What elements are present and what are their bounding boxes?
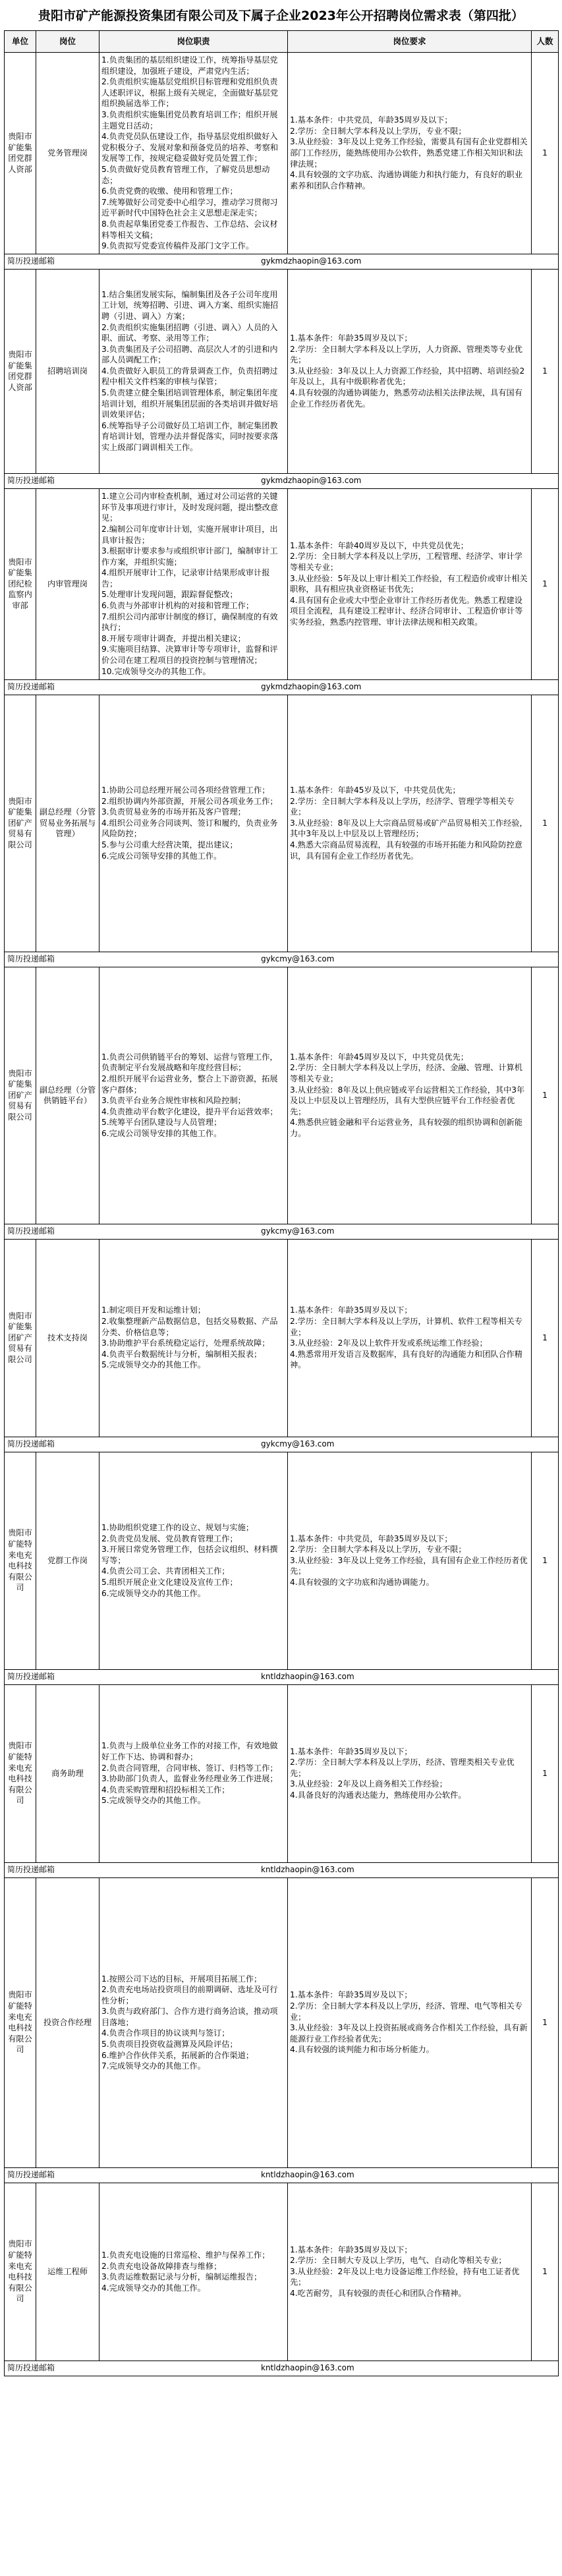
email-label: 简历投递邮箱 bbox=[7, 476, 55, 486]
requirement-line: 4.具有较强的文字功底、沟通协调能力和执行能力，有良好的职业素养和团队合作精神。 bbox=[290, 170, 522, 190]
requirements-cell bbox=[288, 695, 532, 952]
duty-line: 4.负责党员队伍建设工作，指导基层党组织做好入党积极分子、发展对象和预备党员的培养、考察和发展等工作，按规定稳妥做好党员处置工作； bbox=[101, 132, 279, 163]
email-address-link[interactable]: kntldzhaopin@163.com bbox=[261, 1865, 354, 1875]
email-address-link[interactable]: gykcmy@163.com bbox=[261, 1226, 335, 1236]
duty-line: 6.完成领导交办的其他工作。 bbox=[101, 1588, 206, 1598]
duty-line: 1.负责集团的基层组织建设工作，统筹指导基层党组织建设，加强班子建设，严肃党内生活； bbox=[101, 55, 278, 76]
requirements-cell bbox=[288, 967, 532, 1224]
position-cell: 副总经理（分管贸易业务拓展与管理） bbox=[36, 695, 99, 952]
requirement-line: 1.基本条件：年龄35周岁及以下； bbox=[290, 1990, 412, 2000]
requirement-line: 3.从业经验：5年及以上审计相关工作经验，有工程造价或审计相关职称，具有相应执业资格证书优先； bbox=[290, 573, 528, 594]
requirement-line: 2.学历：全日制大学本科及以上学历，经济、金融、管理、计算机等相关专业； bbox=[290, 1063, 522, 1083]
requirement-line: 4.具有较强的谈判能力和市场分析能力。 bbox=[290, 2045, 434, 2055]
requirement-line: 4.熟悉大宗商品贸易流程，具有较强的市场开拓能力和风险防控意识，具有国有企业工作经历者优先。 bbox=[290, 840, 522, 861]
duty-line: 4.负责合作项目的协议谈判与签订； bbox=[101, 2028, 230, 2038]
email-address-link[interactable]: kntldzhaopin@163.com bbox=[261, 2170, 354, 2180]
position-cell: 党务管理岗 bbox=[36, 53, 99, 254]
email-cell bbox=[5, 952, 559, 967]
position-cell: 商务助理 bbox=[36, 1684, 99, 1862]
position-cell: 招聘培训岗 bbox=[36, 269, 99, 473]
duty-line: 3.负责组织实施集团党员教育培训工作；组织开展主题党日活动； bbox=[101, 109, 278, 130]
duty-line: 3.负责与政府部门、合作方进行商务洽谈，推动项目落地； bbox=[101, 2007, 278, 2027]
table-row bbox=[5, 269, 559, 473]
email-row bbox=[5, 952, 559, 967]
email-cell bbox=[5, 473, 559, 488]
requirement-line: 1.基本条件：年龄40周岁及以下，中共党员优先； bbox=[290, 540, 468, 550]
duty-line: 1.负责与上级单位业务工作的对接工作，有效地做好工作下达、协调和督办； bbox=[101, 1741, 278, 1761]
email-row bbox=[5, 679, 559, 695]
duty-line: 3.负责运维数据记录与分析，编制运维报告； bbox=[101, 2272, 262, 2282]
duty-line: 3.协助部门负责人，监督业务经理业务工作进展； bbox=[101, 1774, 278, 1784]
email-label: 简历投递邮箱 bbox=[7, 1865, 55, 1875]
duty-line: 4.负责推动平台数字化建设，提升平台运营效率； bbox=[101, 1106, 278, 1116]
requirement-line: 1.基本条件：年龄45岁及以下，中共党员优先； bbox=[290, 786, 461, 795]
table-row bbox=[5, 2183, 559, 2361]
duty-line: 1.协助公司总经理开展公司各项经营管理工作； bbox=[101, 786, 270, 795]
email-address-link[interactable]: gykcmy@163.com bbox=[261, 954, 335, 964]
unit-cell: 贵阳市矿能集团党群人资部 bbox=[5, 53, 36, 254]
duty-line: 3.根据审计要求参与或组织审计部门，编制审计工作方案，并组织实施； bbox=[101, 546, 278, 567]
requirement-line: 1.基本条件：中共党员，年龄35周岁及以下； bbox=[290, 1533, 453, 1543]
email-address-link[interactable]: kntldzhaopin@163.com bbox=[261, 2363, 354, 2373]
duty-line: 1.负责公司供销链平台的筹划、运营与管理工作，负责制定平台发展战略和年度经营目标； bbox=[101, 1052, 278, 1073]
duty-line: 6.统筹指导子公司做好员工培训工作，制定集团教育培训计划，管理办法并督促落实，同时按要求落实上级部门调训相关工作。 bbox=[101, 420, 279, 453]
email-label: 简历投递邮箱 bbox=[7, 1672, 55, 1682]
requirement-line: 1.基本条件：年龄35周岁及以下； bbox=[290, 333, 412, 343]
table-header-row bbox=[5, 31, 559, 53]
requirement-line: 4.具有较强的沟通协调能力，熟悉劳动法相关法律法规，具有国有企业工作经历者优先。 bbox=[290, 388, 522, 409]
requirement-line: 2.学历：全日制大学本科及以上学历，专业不限； bbox=[290, 1545, 466, 1555]
duty-line: 5.处理审计发现问题，跟踪督促整改； bbox=[101, 590, 238, 600]
email-row bbox=[5, 2361, 559, 2376]
requirement-line: 3.从业经验：8年及以上大宗商品贸易或矿产品贸易相关工作经验，其中3年及以上中层及以上管理经历； bbox=[290, 818, 528, 839]
email-cell bbox=[5, 1437, 559, 1452]
email-cell bbox=[5, 254, 559, 269]
duty-line: 2.负责充电场站投资项目的前期调研、选址及可行性分析； bbox=[101, 1985, 278, 2005]
unit-cell: 贵阳市矿能集团纪检监察内审部 bbox=[5, 488, 36, 679]
duty-line: 10.完成领导交办的其他工作。 bbox=[101, 666, 211, 676]
requirements-cell bbox=[288, 53, 532, 254]
duty-line: 6.维护合作伙伴关系，拓展新的合作渠道； bbox=[101, 2050, 254, 2060]
document-title: 贵阳市矿产能源投资集团有限公司及下属子企业2023年公开招聘岗位需求表（第四批） bbox=[38, 9, 524, 23]
duty-line: 2.负责合同管理，合同审核、签订、归档等工作； bbox=[101, 1763, 278, 1773]
unit-cell: 贵阳市矿能特来电充电科技有限公司 bbox=[5, 2183, 36, 2361]
table-row bbox=[5, 53, 559, 254]
duties-cell bbox=[99, 269, 288, 473]
requirements-cell bbox=[288, 488, 532, 679]
duty-line: 5.组织开展企业文化建设及宣传工作； bbox=[101, 1578, 238, 1588]
requirement-line: 3.从业经验：3年及以上人力资源工作经验，其中招聘、培训经验2年及以上，具有中级职称者优先； bbox=[290, 366, 525, 387]
requirement-line: 3.从业经验：8年及以上供应链或平台运营相关工作经验，其中3年及以上中层及以上管理经历，具有大型供应链平台工作经验者优先； bbox=[290, 1085, 525, 1116]
requirement-line: 4.吃苦耐劳，具有较强的责任心和团队合作精神。 bbox=[290, 2289, 466, 2299]
duty-line: 3.协助维护平台系统稳定运行，处理系统故障； bbox=[101, 1338, 270, 1348]
table-body bbox=[5, 53, 559, 2376]
requirement-line: 4.具有国有企业或大中型企业审计工作经历者优先。熟悉工程建设项目全流程，具有建设工程审计、经济合同审计、工程造价审计等实务经验，熟悉内控管理、审计法律法规和相关政策。 bbox=[290, 595, 523, 627]
unit-cell: 贵阳市矿能特来电充电科技有限公司 bbox=[5, 1452, 36, 1669]
requirement-line: 4.熟悉供应链金融和平台运营业务，具有较强的组织协调和创新能力。 bbox=[290, 1118, 522, 1138]
position-cell: 副总经理（分管供销链平台） bbox=[36, 967, 99, 1224]
duty-line: 5.完成领导交办的其他工作。 bbox=[101, 1360, 206, 1370]
requirement-line: 3.从业经验：2年及以上商务相关工作经验； bbox=[290, 1779, 447, 1789]
duty-line: 7.组织公司内部审计制度的修订，确保制度的有效执行； bbox=[101, 612, 278, 633]
duty-line: 2.收集整理新产品数据信息，包括交易数据、产品分类、价格信息等； bbox=[101, 1317, 278, 1337]
duties-cell bbox=[99, 1452, 288, 1669]
count-cell: 1 bbox=[532, 695, 559, 952]
requirements-cell bbox=[288, 2183, 532, 2361]
table-row bbox=[5, 967, 559, 1224]
duty-line: 4.组织开展审计工作，记录审计结果形成审计报告； bbox=[101, 568, 270, 588]
email-label: 简历投递邮箱 bbox=[7, 1439, 55, 1449]
requirement-line: 3.从业经验：3年及以上投资拓展或商务合作相关工作经验，具有新能源行业工作经验者优先； bbox=[290, 2023, 528, 2044]
duty-line: 1.负责充电设施的日常巡检、维护与保养工作； bbox=[101, 2250, 270, 2260]
unit-cell: 贵阳市矿能集团矿产贸易有限公司 bbox=[5, 695, 36, 952]
email-address-link[interactable]: gykcmy@163.com bbox=[261, 1439, 335, 1449]
table-row bbox=[5, 1877, 559, 2167]
count-cell: 1 bbox=[532, 1239, 559, 1437]
email-label: 简历投递邮箱 bbox=[7, 2363, 55, 2373]
duty-line: 9.实施项目结算、决算审计等专项审计，监督和评价公司在建工程项目的投资控制与管理情况； bbox=[101, 644, 278, 666]
duty-line: 4.负责做好入职员工的背景调查工作，负责招聘过程中相关文件档案的审核与保管； bbox=[101, 366, 278, 387]
count-cell: 1 bbox=[532, 1684, 559, 1862]
duty-line: 2.编制公司年度审计计划，实施开展审计项目，出具审计报告； bbox=[101, 524, 278, 545]
table-row bbox=[5, 488, 559, 679]
requirement-line: 2.学历：全日制大学本科及以上学历，经济、管理类相关专业优先； bbox=[290, 1758, 515, 1778]
requirement-line: 2.学历：全日制大学本科及以上学历，经济学、管理学等相关专业； bbox=[290, 796, 515, 817]
duty-line: 4.组织公司业务合同谈判、签订和履约，负责业务风险防控； bbox=[101, 818, 278, 839]
email-row bbox=[5, 1669, 559, 1684]
count-cell: 1 bbox=[532, 1452, 559, 1669]
duties-cell bbox=[99, 1877, 288, 2167]
email-row bbox=[5, 473, 559, 488]
duties-cell bbox=[99, 695, 288, 952]
duty-line: 1.结合集团发展实际，编制集团及各子公司年度用工计划，统筹招聘、引进、调入方案、组织实施招聘（引进、调入）方案； bbox=[101, 289, 279, 321]
header-count: 人数 bbox=[532, 31, 559, 53]
duty-line: 2.负责组织实施集团招聘（引进、调入）人员的入职、面试、考察、录用等工作； bbox=[101, 322, 278, 343]
email-row bbox=[5, 1224, 559, 1239]
header-position: 岗位 bbox=[36, 31, 99, 53]
requirement-line: 2.学历：全日制大学本科及以上学历，计算机、软件工程等相关专业； bbox=[290, 1317, 522, 1337]
duty-line: 2.组织协调内外部资源，开展公司各项业务工作； bbox=[101, 796, 278, 806]
count-cell: 1 bbox=[532, 53, 559, 254]
requirements-cell bbox=[288, 1239, 532, 1437]
duty-line: 4.负责公司工会、共青团相关工作； bbox=[101, 1566, 230, 1576]
duty-line: 6.负责党费的收缴、使用和管理工作； bbox=[101, 186, 238, 196]
requirement-line: 1.基本条件：年龄35周岁及以下； bbox=[290, 1305, 412, 1315]
email-label: 简历投递邮箱 bbox=[7, 954, 55, 964]
requirement-line: 4.具备良好的沟通表达能力，熟练使用办公软件。 bbox=[290, 1790, 466, 1800]
requirement-line: 2.学历：全日制大学本科及以上学历，专业不限； bbox=[290, 126, 466, 136]
duty-line: 5.负责建立健全集团培训管理体系，制定集团年度培训计划，组织开展集团层面的各类培训并做好培训效果评估； bbox=[101, 388, 279, 420]
header-unit: 单位 bbox=[5, 31, 36, 53]
requirements-cell bbox=[288, 1684, 532, 1862]
table-row bbox=[5, 1684, 559, 1862]
duty-line: 3.开展日常党务管理工作，包括会议组织、材料撰写等； bbox=[101, 1545, 278, 1565]
unit-cell: 贵阳市矿能特来电充电科技有限公司 bbox=[5, 1877, 36, 2167]
email-address-link[interactable]: gykmdzhaopin@163.com bbox=[261, 682, 362, 692]
duty-line: 3.负责平台业务合规性审核和风险控制； bbox=[101, 1096, 246, 1106]
requirement-line: 1.基本条件：年龄35周岁及以下； bbox=[290, 2245, 412, 2254]
duty-line: 6.完成公司领导安排的其他工作。 bbox=[101, 1128, 222, 1138]
email-label: 简历投递邮箱 bbox=[7, 682, 55, 692]
duty-line: 3.负责集团及子公司招聘、高层次人才的引进和内部人员调配工作； bbox=[101, 344, 278, 365]
count-cell: 1 bbox=[532, 269, 559, 473]
email-cell bbox=[5, 2167, 559, 2183]
duty-line: 5.统筹平台团队建设与人员管理； bbox=[101, 1118, 222, 1128]
requirement-line: 4.熟悉常用开发语言及数据库，具有良好的沟通能力和团队合作精神。 bbox=[290, 1349, 522, 1370]
duties-cell bbox=[99, 967, 288, 1224]
duty-line: 6.负责与外部审计机构的对接和管理工作； bbox=[101, 601, 254, 611]
duty-line: 5.完成领导交办的其他工作。 bbox=[101, 1796, 206, 1806]
duty-line: 4.负责平台数据统计与分析，编制相关报表； bbox=[101, 1349, 262, 1359]
email-cell bbox=[5, 2361, 559, 2376]
header-duties: 岗位职责 bbox=[99, 31, 288, 53]
email-row bbox=[5, 254, 559, 269]
email-address-link[interactable]: gykmdzhaopin@163.com bbox=[261, 476, 362, 486]
duty-line: 1.协助组织党建工作的设立、规划与实施； bbox=[101, 1523, 254, 1533]
duty-line: 3.负责贸易业务的市场开拓及客户管理； bbox=[101, 807, 246, 817]
position-cell: 内审管理岗 bbox=[36, 488, 99, 679]
requirements-cell bbox=[288, 1452, 532, 1669]
duty-line: 4.完成领导交办的其他工作。 bbox=[101, 2283, 206, 2293]
email-address-link[interactable]: kntldzhaopin@163.com bbox=[261, 1672, 354, 1682]
requirement-line: 1.基本条件：中共党员，年龄35周岁及以下； bbox=[290, 115, 453, 125]
count-cell: 1 bbox=[532, 1877, 559, 2167]
table-row bbox=[5, 1239, 559, 1437]
duties-cell bbox=[99, 1684, 288, 1862]
duty-line: 8.开展专项审计调查，并提出相关建议； bbox=[101, 633, 246, 643]
duty-line: 5.参与公司重大经营决策，提出建议； bbox=[101, 840, 238, 850]
email-row bbox=[5, 2167, 559, 2183]
requirement-line: 1.基本条件：年龄35周岁及以下； bbox=[290, 1746, 412, 1756]
duty-line: 1.按照公司下达的目标，开展项目拓展工作； bbox=[101, 1974, 262, 1984]
duty-line: 5.负责项目投资收益测算及风险评估； bbox=[101, 2040, 238, 2049]
position-cell: 党群工作岗 bbox=[36, 1452, 99, 1669]
email-label: 简历投递邮箱 bbox=[7, 256, 55, 266]
duty-line: 1.建立公司内审检查机制，通过对公司运营的关键环节及事项进行审计，及时发现问题，提出整改意见； bbox=[101, 492, 279, 523]
duty-line: 4.负责采购管理和招投标相关工作； bbox=[101, 1785, 230, 1794]
position-cell: 技术支持岗 bbox=[36, 1239, 99, 1437]
duties-cell bbox=[99, 2183, 288, 2361]
requirement-line: 3.从业经验：3年及以上党务工作经验，具有国有企业工作经历者优先； bbox=[290, 1555, 528, 1576]
count-cell: 1 bbox=[532, 967, 559, 1224]
unit-cell: 贵阳市矿能集团矿产贸易有限公司 bbox=[5, 1239, 36, 1437]
email-row bbox=[5, 1862, 559, 1877]
email-cell bbox=[5, 679, 559, 695]
duty-line: 7.完成领导交办的其他工作。 bbox=[101, 2061, 206, 2071]
requirement-line: 3.从业经验：3年及以上党务工作经验，需要具有国有企业党群相关部门工作经历，能熟练使用办公软件，熟悉党建工作相关知识和法律法规； bbox=[290, 137, 528, 169]
requirement-line: 4.具有较强的文字功底和沟通协调能力。 bbox=[290, 1578, 434, 1588]
unit-cell: 贵阳市矿能特来电充电科技有限公司 bbox=[5, 1684, 36, 1862]
email-cell bbox=[5, 1224, 559, 1239]
email-cell bbox=[5, 1862, 559, 1877]
count-cell: 1 bbox=[532, 488, 559, 679]
duty-line: 2.组织开展平台运营业务，整合上下游资源，拓展客户群体； bbox=[101, 1074, 278, 1095]
duty-line: 9.负责拟写党委宣传稿件及部门文字工作。 bbox=[101, 241, 254, 251]
requirement-line: 2.学历：全日制大专及以上学历，电气、自动化等相关专业； bbox=[290, 2256, 507, 2266]
email-cell bbox=[5, 1669, 559, 1684]
position-cell: 运维工程师 bbox=[36, 2183, 99, 2361]
duties-cell bbox=[99, 1239, 288, 1437]
position-cell: 投资合作经理 bbox=[36, 1877, 99, 2167]
header-requirements: 岗位要求 bbox=[288, 31, 532, 53]
duty-line: 2.负责党员发展、党员教育管理工作； bbox=[101, 1533, 238, 1543]
count-cell: 1 bbox=[532, 2183, 559, 2361]
table-row bbox=[5, 695, 559, 952]
email-label: 简历投递邮箱 bbox=[7, 2170, 55, 2180]
requirement-line: 1.基本条件：年龄45周岁及以下，中共党员优先； bbox=[290, 1052, 468, 1062]
unit-cell: 贵阳市矿能集团矿产贸易有限公司 bbox=[5, 967, 36, 1224]
job-requirements-table bbox=[4, 30, 559, 2376]
requirement-line: 3.从业经验：2年及以上电力设备运维工作经验，持有电工证者优先； bbox=[290, 2266, 520, 2287]
duty-line: 7.统筹做好公司党委中心组学习，推动学习贯彻习近平新时代中国特色社会主义思想走深走实； bbox=[101, 197, 278, 218]
email-label: 简历投递邮箱 bbox=[7, 1226, 55, 1236]
requirements-cell bbox=[288, 1877, 532, 2167]
duty-line: 2.负责组织实施基层党组织目标管理和党组织负责人述职评议，根据上级有关规定，全面做好基层党组织换届选举工作； bbox=[101, 77, 279, 109]
duty-line: 5.负责做好党员教育管理工作，了解党员思想动态； bbox=[101, 164, 270, 185]
requirement-line: 3.从业经验：2年及以上软件开发或系统运维工作经验； bbox=[290, 1338, 488, 1348]
table-row bbox=[5, 1452, 559, 1669]
requirements-cell bbox=[288, 269, 532, 473]
duty-line: 6.完成公司领导安排的其他工作。 bbox=[101, 851, 222, 861]
unit-cell: 贵阳市矿能集团党群人资部 bbox=[5, 269, 36, 473]
email-row bbox=[5, 1437, 559, 1452]
duty-line: 2.负责充电设备故障排查与维修； bbox=[101, 2261, 222, 2271]
requirement-line: 2.学历：全日制大学本科及以上学历，工程管理、经济学、审计学等相关专业； bbox=[290, 552, 522, 572]
duty-line: 1.制定项目开发和运维计划； bbox=[101, 1305, 206, 1315]
duty-line: 8.负责起草集团党委工作报告、工作总结、会议材料等相关文稿； bbox=[101, 219, 278, 240]
duties-cell bbox=[99, 488, 288, 679]
duties-cell bbox=[99, 53, 288, 254]
email-address-link[interactable]: gykmdzhaopin@163.com bbox=[261, 256, 362, 266]
requirement-line: 2.学历：全日制大学本科及以上学历，经济、管理、电气等相关专业； bbox=[290, 2001, 522, 2022]
requirement-line: 2.学历：全日制大学本科及以上学历，人力资源、管理类等专业优先； bbox=[290, 344, 522, 365]
